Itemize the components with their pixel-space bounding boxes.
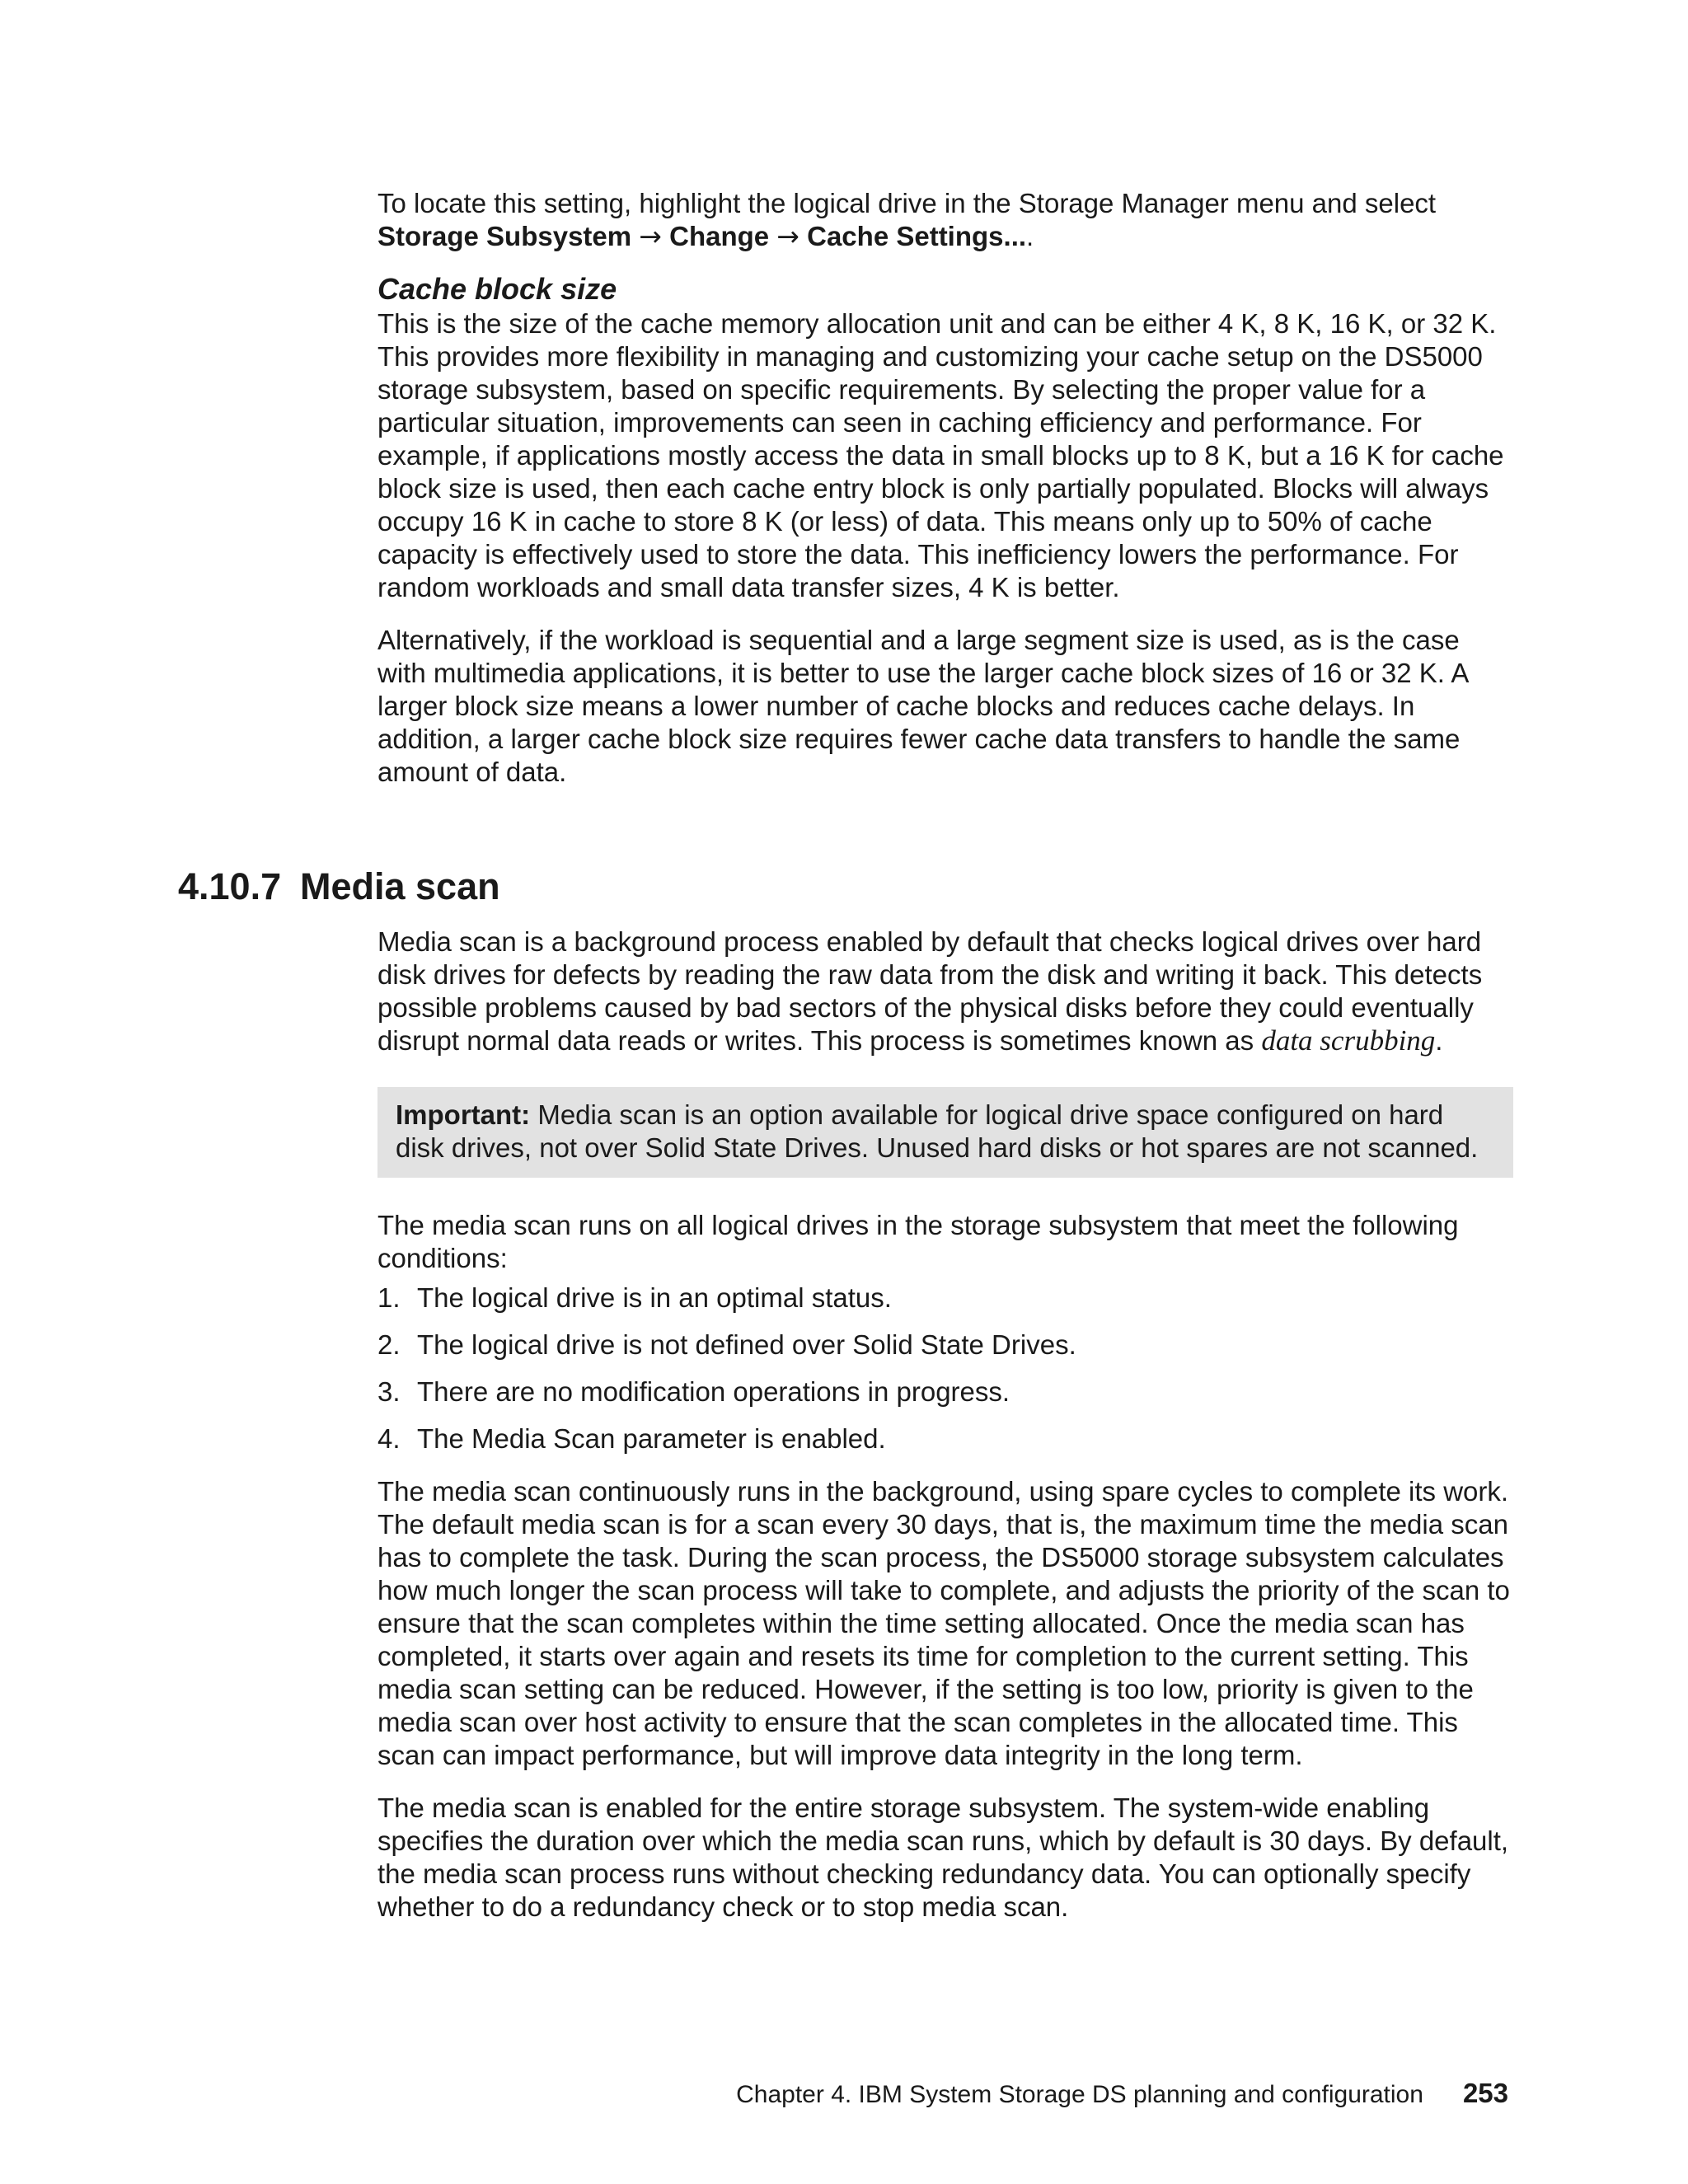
media-scan-paragraph-1-text: Media scan is a background process enabled by default that checks logical drives over hard disk drives for defects by reading the raw data from the disk and writing it back. This detects possible problems caused by bad sectors of the physical disks before they could eventually disrupt normal data reads or writes. This process is sometimes known as	[377, 926, 1483, 1056]
media-scan-paragraph-3: The media scan continuously runs in the background, using spare cycles to complete its work. The default media scan is for a scan every 30 days, that is, the maximum time the media scan has to complete the task. During the scan process, the DS5000 storage subsystem calculates how much longer the scan process will take to complete, and adjusts the priority of the scan to ensure that the scan completes within the time setting allocated. Once the media scan has completed, it starts over again and resets its time for completion to the current setting. This media scan setting can be reduced. However, if the setting is too low, priority is given to the media scan over host activity to ensure that the scan completes in the allocated time. This scan can impact performance, but will improve data integrity in the long term.	[377, 1476, 1510, 1770]
intro-text: To locate this setting, highlight the logical drive in the Storage Manager menu and select	[377, 188, 1437, 218]
list-item-number: 2.	[377, 1329, 401, 1360]
list-item-text: The logical drive is not defined over Solid State Drives.	[417, 1329, 1076, 1360]
menu-path-cache-settings: Cache Settings...	[807, 221, 1027, 251]
menu-path-change: Change	[669, 221, 770, 251]
media-scan-paragraph-1	[377, 926, 1515, 1057]
list-item	[377, 1329, 1515, 1361]
list-item-text: The Media Scan parameter is enabled.	[417, 1423, 886, 1454]
upper-content	[377, 187, 1515, 808]
list-item	[377, 1376, 1515, 1408]
list-item-number: 3.	[377, 1376, 401, 1407]
list-item	[377, 1282, 1515, 1315]
media-scan-paragraph-4: The media scan is enabled for the entire storage subsystem. The system-wide enabling specifies the duration over which the media scan runs, which by default is 30 days. By default, the media scan process runs without checking redundancy data. You can optionally specify whether to do a redundancy check or to stop media scan.	[377, 1793, 1509, 1922]
section-title: Media scan	[300, 865, 500, 907]
menu-path-arrow-1: →	[639, 220, 662, 252]
cache-block-paragraph-1: This is the size of the cache memory allocation unit and can be either 4 K, 8 K, 16 K, or 32 K. This provides more flexibility in managing and customizing your cache setup on the DS5000 storage subsystem, based on specific requirements. By selecting the proper value for a particular situation, improvements can seen in caching efficiency and performance. For example, if applications mostly access the data in small blocks up to 8 K, but a 16 K for cache block size is used, then each cache entry block is only partially populated. Blocks will always occupy 16 K in cache to store 8 K (or less) of data. This means only up to 50% of cache capacity is effectively used to store the data. This inefficiency lowers the performance. For random workloads and small data transfer sizes, 4 K is better.	[377, 308, 1504, 602]
media-scan-paragraph-1-end: .	[1435, 1025, 1443, 1056]
list-item-number: 4.	[377, 1423, 401, 1454]
important-label: Important:	[396, 1099, 531, 1130]
conditions-intro: The media scan runs on all logical drives in the storage subsystem that meet the following conditions:	[377, 1210, 1459, 1273]
conditions-list	[377, 1282, 1515, 1455]
footer-chapter-title: Chapter 4. IBM System Storage DS planning and configuration	[736, 2081, 1423, 2108]
list-item-text: The logical drive is in an optimal status.	[417, 1282, 892, 1313]
list-item-text: There are no modification operations in progress.	[417, 1376, 1010, 1407]
cache-block-paragraph-2: Alternatively, if the workload is sequential and a large segment size is used, as is the case with multimedia applications, it is better to use the larger cache block sizes of 16 or 32 K. A larger block size means a lower number of cache blocks and reduces cache delays. In addition, a larger cache block size requires fewer cache data transfers to handle the same amount of data.	[377, 625, 1468, 787]
important-text: Media scan is an option available for logical drive space configured on hard disk drives, not over Solid State Drives. Unused hard disks or hot spares are not scanned.	[396, 1099, 1479, 1163]
section-number: 4.10.7	[178, 865, 282, 907]
data-scrubbing-term: data scrubbing	[1261, 1024, 1436, 1057]
list-item	[377, 1422, 1515, 1455]
section-heading	[178, 864, 500, 910]
cache-block-size-heading: Cache block size	[377, 272, 617, 306]
list-item-number: 1.	[377, 1282, 401, 1313]
media-scan-body	[377, 926, 1515, 1943]
intro-trailing-period: .	[1026, 221, 1034, 251]
important-note-box	[377, 1087, 1513, 1178]
menu-path-arrow-2: →	[776, 220, 799, 252]
intro-paragraph	[377, 187, 1515, 253]
page-footer	[736, 2079, 1508, 2110]
menu-path-storage-subsystem: Storage Subsystem	[377, 221, 632, 251]
page-number: 253	[1462, 2078, 1508, 2108]
